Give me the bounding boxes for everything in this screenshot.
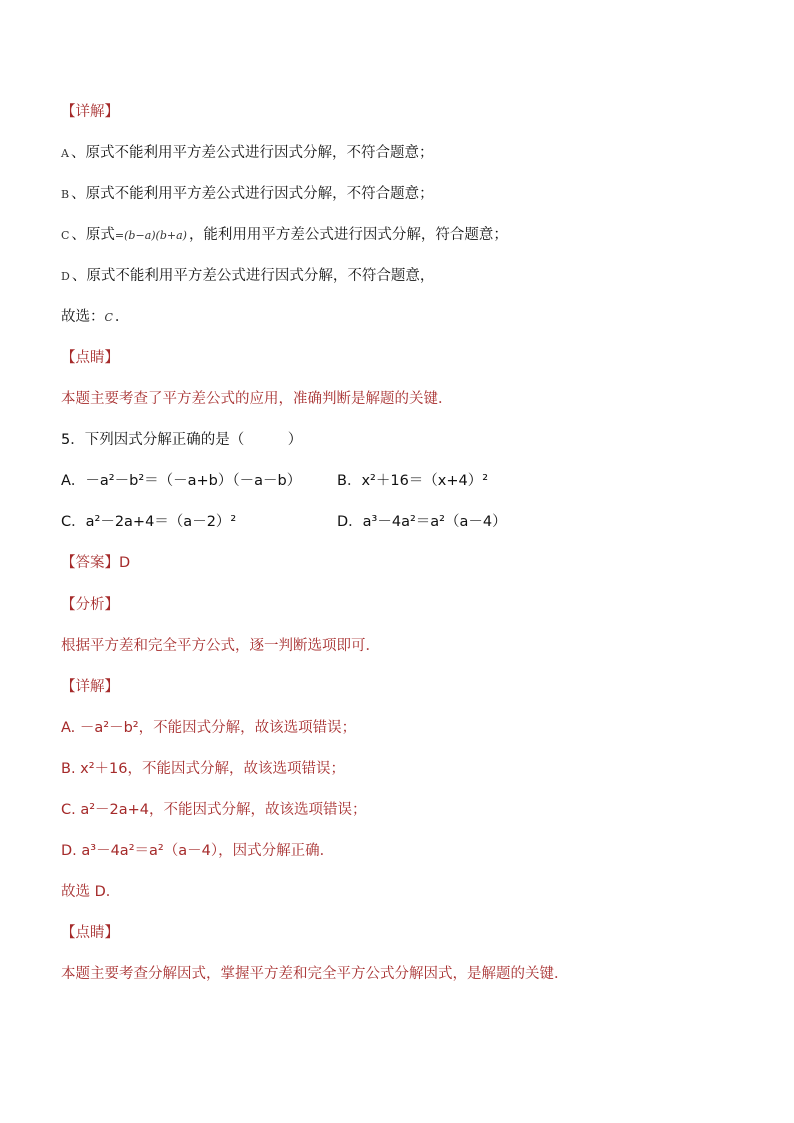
conclusion-text: 故选： (61, 309, 105, 325)
option-text: 、原式不能利用平方差公式进行因式分解，不符合题意， (71, 268, 435, 284)
explanation-option-c (61, 225, 508, 246)
explanation-option-a (61, 143, 433, 164)
option-text: 、原式不能利用平方差公式进行因式分解，不符合题意； (71, 186, 434, 202)
detail-b: B. x²＋16，不能因式分解，故该选项错误； (61, 761, 346, 777)
explanation-option-d (61, 266, 434, 287)
choice-c: C．a²－2a+4＝（a－2）² (61, 514, 237, 530)
detail-c: C. a²－2a+4，不能因式分解，故该选项错误； (61, 802, 367, 818)
choice-d: D．a³－4a²＝a²（a－4） (337, 514, 507, 530)
review-text-2: 本题主要考查分解因式，掌握平方差和完全平方公式分解因式，是解题的关键． (61, 966, 569, 982)
detail-heading: 【详解】 (61, 104, 119, 120)
conclusion (61, 307, 129, 328)
choice-a: A．－a²－b²＝（－a+b）（－a－b） (61, 473, 302, 489)
conclusion-end: ． (114, 309, 130, 325)
choice-b: B．x²＋16＝（x+4）² (337, 473, 489, 489)
question-stem: 5．下列因式分解正确的是（ ） (61, 432, 303, 448)
analysis-heading: 【分析】 (61, 597, 119, 613)
explanation-option-b (61, 184, 434, 205)
detail-d: D. a³－4a²＝a²（a－4），因式分解正确． (61, 843, 335, 859)
final-choice: 故选 D． (61, 884, 121, 900)
detail-heading-2: 【详解】 (61, 679, 119, 695)
option-text: ，能利用用平方差公式进行因式分解，符合题意； (188, 227, 508, 243)
review-text: 本题主要考查了平方差公式的应用，准确判断是解题的关键． (61, 391, 453, 407)
conclusion-answer: C (104, 311, 113, 324)
option-label: B (61, 188, 70, 201)
option-label: A (61, 147, 69, 160)
analysis-text: 根据平方差和完全平方公式，逐一判断选项即可． (61, 638, 380, 654)
option-text: 、原式不能利用平方差公式进行因式分解，不符合题意； (70, 145, 434, 161)
choice-row-1 (61, 471, 301, 491)
review-heading-2: 【点睛】 (61, 925, 119, 941)
option-label: C (61, 229, 70, 242)
review-heading: 【点睛】 (61, 350, 119, 366)
answer: 【答案】D (61, 555, 131, 571)
option-text: 、原式 (71, 227, 115, 243)
factored-formula: =(b−a)(b+a) (114, 229, 187, 242)
detail-a: A. －a²－b²，不能因式分解，故该选项错误； (61, 720, 357, 736)
option-label: D (61, 270, 70, 283)
